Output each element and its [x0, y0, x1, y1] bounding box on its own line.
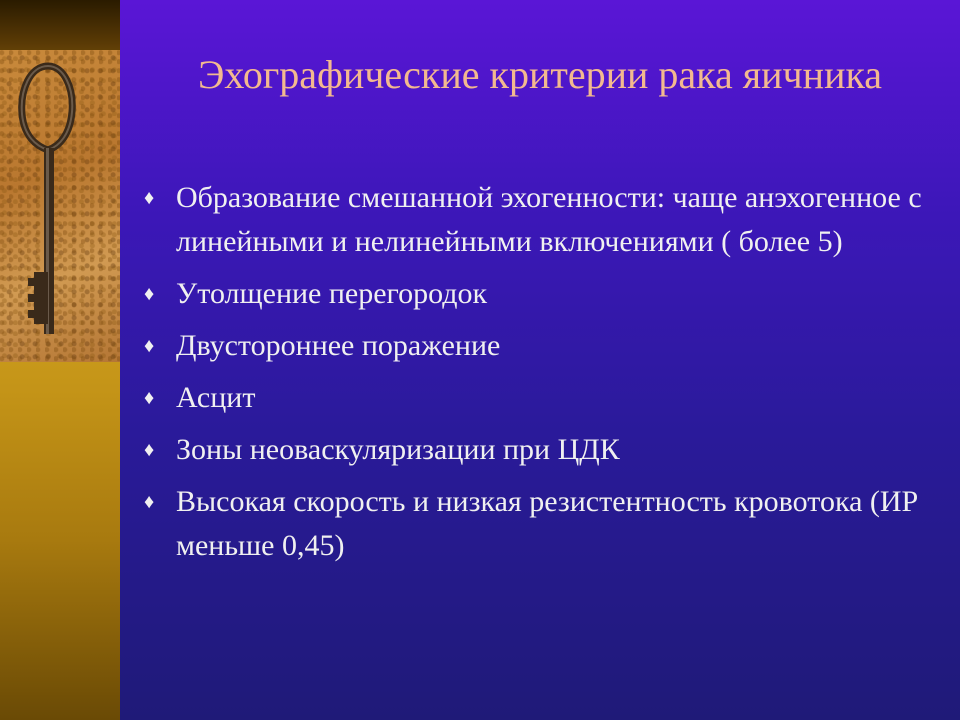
diamond-bullet-icon: ♦: [144, 387, 155, 409]
bullet-text: Образование смешанной эхогенности: чаще анэхогенное с линейными и нелинейными включениями ( более 5): [176, 181, 922, 258]
slide-title: Эхографические критерии рака яичника: [197, 52, 883, 97]
list-item: [140, 272, 940, 316]
diamond-bullet-icon: ♦: [144, 187, 155, 209]
list-item: [140, 480, 940, 568]
bullet-text: Высокая скорость и низкая резистентность кровотока (ИР меньше 0,45): [176, 485, 919, 562]
bullet-list: [140, 176, 940, 576]
key-icon: [0, 50, 120, 362]
bullet-text: Зоны неоваскуляризации при ЦДК: [176, 433, 620, 466]
key-photo: [0, 50, 120, 362]
diamond-bullet-icon: ♦: [144, 335, 155, 357]
bullet-text: Утолщение перегородок: [176, 277, 488, 310]
diamond-bullet-icon: ♦: [144, 439, 155, 461]
bullet-text: Асцит: [176, 381, 256, 414]
list-item: [140, 376, 940, 420]
list-item: [140, 428, 940, 472]
list-item: [140, 324, 940, 368]
diamond-bullet-icon: ♦: [144, 283, 155, 305]
list-item: [140, 176, 940, 264]
bullet-text: Двустороннее поражение: [176, 329, 501, 362]
diamond-bullet-icon: ♦: [144, 491, 155, 513]
